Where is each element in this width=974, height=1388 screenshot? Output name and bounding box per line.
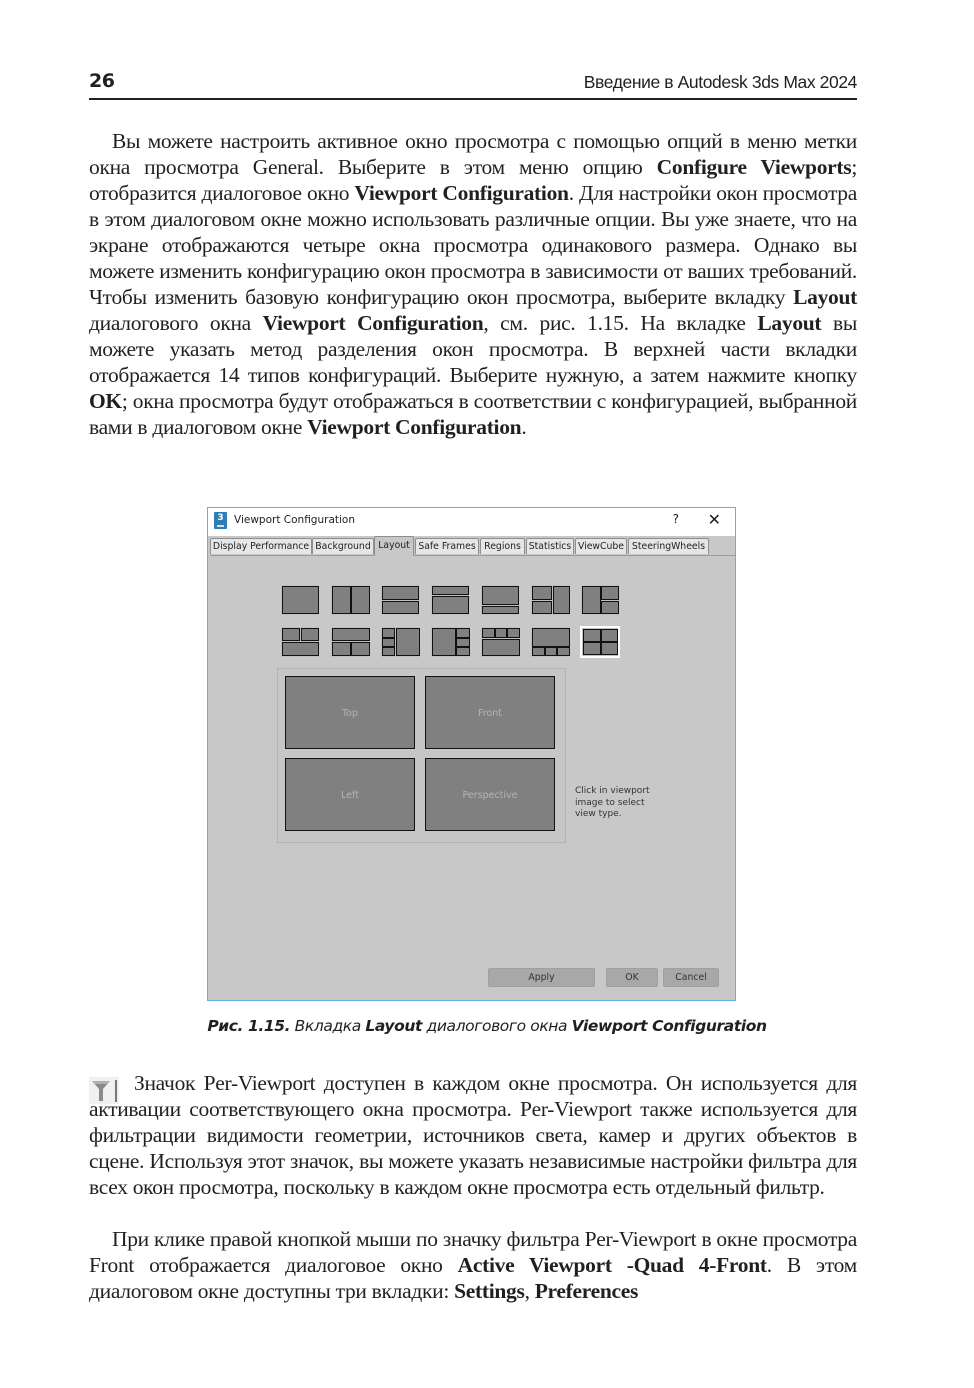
cancel-button[interactable]: Cancel xyxy=(663,968,719,987)
layout-pane xyxy=(583,629,601,642)
tab-steeringwheels[interactable]: SteeringWheels xyxy=(628,538,709,554)
term-viewport-configuration: Viewport Configuration xyxy=(354,181,569,205)
tab-background[interactable]: Background xyxy=(312,538,374,554)
term-configure-viewports: Configure Viewports xyxy=(656,155,852,179)
layout-pane xyxy=(482,639,520,656)
layout-option-one-top-three-bottom[interactable] xyxy=(531,627,569,657)
layout-pane xyxy=(282,628,300,641)
layout-pane xyxy=(432,628,456,656)
layout-pane xyxy=(532,586,552,600)
layout-option-two-top-one-bottom[interactable] xyxy=(281,627,319,657)
layout-pane xyxy=(456,647,470,656)
layout-option-large-top-small-bottom[interactable] xyxy=(481,585,519,615)
viewport-front[interactable]: Front xyxy=(425,676,555,749)
layout-pane xyxy=(456,638,470,647)
layout-pane xyxy=(601,601,619,614)
layout-pane xyxy=(332,586,351,614)
layout-option-three-top-one-bottom[interactable] xyxy=(481,627,519,657)
paragraph-text: Значок Per-Viewport доступен в каждом окне просмотра. Он используется для активации соответствующего окна просмотра. Per-Viewport также используется для фильтрации видимости геометрии, источников света, камер и других объектов в сцене. Используя этот значок, вы можете указать независимые настройки фильтра для всех окон просмотра, поскольку в каждом окне просмотра есть отдельный фильтр. xyxy=(89,1071,857,1199)
paragraph-intro xyxy=(89,128,857,440)
layout-pane xyxy=(456,628,470,638)
layout-pane xyxy=(601,586,619,600)
tab-display-performance[interactable]: Display Performance xyxy=(210,538,312,554)
layout-pane xyxy=(382,647,395,656)
layout-pane xyxy=(582,586,601,614)
term-viewport-configuration: Viewport Configuration xyxy=(307,415,522,439)
apply-button[interactable]: Apply xyxy=(488,968,595,987)
viewport-left[interactable]: Left xyxy=(285,758,415,831)
layout-pane xyxy=(301,628,319,641)
dialog-title: Viewport Configuration xyxy=(234,514,355,526)
paragraph-active-viewport xyxy=(89,1226,857,1304)
tab-viewcube[interactable]: ViewCube xyxy=(575,538,627,554)
layout-option-three-left-one-right[interactable] xyxy=(381,627,419,657)
page-number: 26 xyxy=(89,70,115,92)
layout-pane xyxy=(482,606,519,614)
layout-pane xyxy=(545,647,557,656)
layout-option-two-horizontal[interactable] xyxy=(381,585,419,615)
layout-pane xyxy=(432,596,469,614)
figure-label: Рис. 1.15. xyxy=(207,1017,291,1035)
figure-caption: Рис. 1.15. Вкладка Layout диалогового окна Viewport Configuration xyxy=(207,1017,767,1035)
layout-pane xyxy=(601,629,618,642)
viewport-top[interactable]: Top xyxy=(285,676,415,749)
layout-pane xyxy=(382,628,395,638)
layout-pane xyxy=(282,586,319,614)
layout-pane xyxy=(482,586,519,605)
layout-pane xyxy=(532,628,570,647)
hint-text: Click in viewport image to select view type. xyxy=(575,786,650,819)
term-ok: OK xyxy=(89,389,122,413)
tab-layout[interactable]: Layout xyxy=(374,536,414,556)
layout-pane xyxy=(382,586,419,600)
layout-option-small-top-large-bottom[interactable] xyxy=(431,585,469,615)
layout-pane xyxy=(332,628,370,641)
paragraph-text: При клике правой кнопкой мыши по значку фильтра Per-Viewport в окне просмотра Front отображается диалоговое окно Active Viewport -Quad 4-Front. В этом диалоговом окне доступны три вкладки: Settings, Preferences xyxy=(89,1227,857,1303)
tab-regions[interactable]: Regions xyxy=(480,538,525,554)
help-button[interactable]: ? xyxy=(672,512,679,526)
layout-pane xyxy=(532,601,552,614)
layout-pane xyxy=(382,601,419,614)
layout-pane xyxy=(282,642,319,656)
layout-pane xyxy=(507,628,520,638)
layout-pane xyxy=(557,647,570,656)
layout-pane xyxy=(601,642,618,655)
ok-button[interactable]: OK xyxy=(606,968,658,987)
layout-pane xyxy=(432,586,469,595)
tab-safe-frames[interactable]: Safe Frames xyxy=(415,538,479,554)
viewport-perspective[interactable]: Perspective xyxy=(425,758,555,831)
viewport-configuration-dialog xyxy=(207,507,736,1001)
term-layout: Layout xyxy=(793,285,857,309)
layout-option-one-top-two-bottom[interactable] xyxy=(331,627,369,657)
paragraph-text: Вы можете настроить активное окно просмотра с помощью опций в меню метки окна просмотра General. Выберите в этом меню опцию Configure Viewports; отобразится диалоговое окно Viewport Configuration. Для настройки окон просмотра в этом диалоговом окне можно использовать различные опции. Вы уже знаете, что на экране отображаются четыре окна просмотра одинакового размера. Однако вы можете изменить конфигурацию окон просмотра в зависимости от ваших требований. Чтобы изменить базовую конфигурацию окон просмотра, выберите вкладку Layout диалогового окна Viewport Configuration, см. рис. 1.15. На вкладке Layout вы можете указать метод разделения окон просмотра. В верхней части вкладки отображается 14 типов конфигураций. Выберите нужную, а затем нажмите кнопку OK; окна просмотра будут отображаться в соответствии с конфигурацией, выбранной вами в диалоговом окне Viewport Configuration. xyxy=(89,129,857,439)
tab-statistics[interactable]: Statistics xyxy=(526,538,574,554)
3ds-max-app-icon: 3 xyxy=(214,512,227,529)
viewport-preview xyxy=(277,668,566,843)
layout-option-single[interactable] xyxy=(281,585,319,615)
running-head xyxy=(89,68,857,100)
layout-pane xyxy=(396,628,420,656)
layout-pane xyxy=(553,586,570,614)
term-active-viewport: Active Viewport -Quad 4-Front xyxy=(457,1253,767,1277)
layout-pane xyxy=(351,642,370,656)
dialog-titlebar xyxy=(208,508,735,536)
layout-option-two-left-one-right[interactable] xyxy=(531,585,569,615)
layout-pane xyxy=(382,638,395,647)
layout-pane xyxy=(332,642,351,656)
layout-option-two-vertical[interactable] xyxy=(331,585,369,615)
close-button[interactable]: ✕ xyxy=(707,510,721,529)
paragraph-per-viewport xyxy=(89,1070,857,1200)
book-title: Введение в Autodesk 3ds Max 2024 xyxy=(583,72,857,92)
tab-bar xyxy=(210,537,735,556)
layout-option-quad[interactable] xyxy=(581,627,619,657)
term-layout: Layout xyxy=(757,311,822,335)
layout-pane xyxy=(583,642,601,655)
layout-pane xyxy=(532,647,545,656)
term-preferences: Preferences xyxy=(534,1279,639,1303)
layout-option-one-left-three-right[interactable] xyxy=(431,627,469,657)
term-viewport-configuration: Viewport Configuration xyxy=(262,311,484,335)
layout-pane xyxy=(351,586,370,614)
layout-option-one-left-two-right[interactable] xyxy=(581,585,619,615)
layout-pane xyxy=(482,628,495,638)
term-settings: Settings xyxy=(454,1279,525,1303)
layout-pane xyxy=(495,628,507,638)
